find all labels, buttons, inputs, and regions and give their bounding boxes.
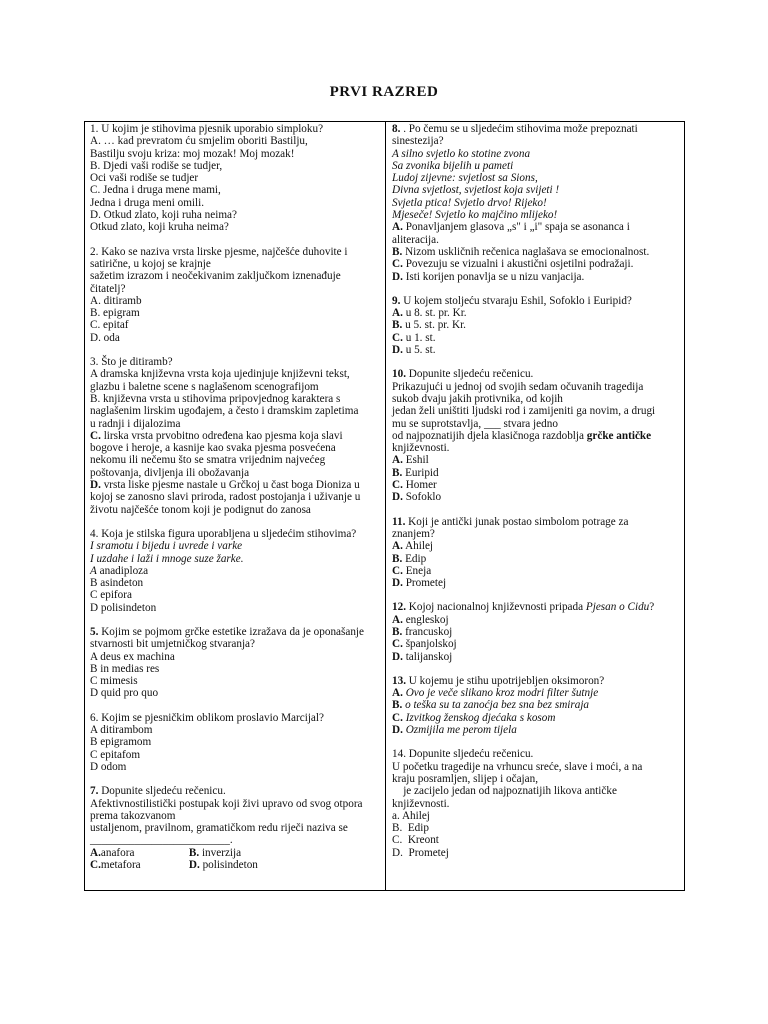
q3-option-c <box>90 430 381 442</box>
q13-option-text: Izvitkog ženskog djećaka s kosom <box>402 711 556 724</box>
q14-line: a. Ahilej <box>392 809 430 822</box>
q2-line: čitatelj? <box>90 282 126 295</box>
q10-line: mu se suprotstavlja, ___ stvara jedno <box>392 417 558 430</box>
q11-option <box>392 553 680 565</box>
q9-option <box>392 344 680 356</box>
page-title: PRVI RAZRED <box>329 84 439 100</box>
q8-c-text: Povezuju se vizualni i akustični osjetilni podražaji. <box>402 258 634 271</box>
q1-line: Bastilju svoju kriza: moj mozak! Moj mozak! <box>90 147 295 160</box>
q10-question <box>392 368 680 380</box>
q8-d-text: Isti korijen ponavlja se u nizu vanjacija. <box>402 270 585 283</box>
q5-question <box>90 626 381 638</box>
q5-text: Kojim se pojmom grčke estetike izražava da je oponašanje <box>98 625 364 638</box>
q11-option <box>392 577 680 589</box>
question-10 <box>392 368 680 503</box>
q12-end: ? <box>649 601 655 614</box>
q14-line: kraju posramljen, slijep i očajan, <box>392 772 539 785</box>
q7-line: prema takozvanom <box>90 809 176 822</box>
q8-verse: Svjetla ptica! Svjetlo drvo! Rijeko! <box>392 196 547 209</box>
left-column <box>85 122 386 890</box>
q3-line: 3. Što je ditiramb? <box>90 356 173 369</box>
q9-option-letter: C. <box>392 331 403 344</box>
q2-line: D. oda <box>90 331 120 344</box>
q9-option <box>392 332 680 344</box>
q2-line: C. epitaf <box>90 319 129 332</box>
q13-option-text: o teška su ta zanoćja bez sna bez smiraja <box>402 699 590 712</box>
question-5 <box>90 626 381 700</box>
q3-c-letter: C. <box>90 429 101 442</box>
q13-option-letter: A. <box>392 687 403 700</box>
q1-line: A. … kad prevratom ću smjelim oboriti Bastilju, <box>90 135 308 148</box>
question-13 <box>392 675 680 736</box>
q4-verse: I uzdahe i laži i mnoge suze žarke. <box>90 552 244 565</box>
q11-option-text: Prometej <box>402 577 447 590</box>
q8-line: aliteracija. <box>392 233 439 246</box>
q4-option-a <box>90 565 381 577</box>
q7-c-text: metafora <box>100 859 141 872</box>
q10-text: Dopunite sljedeću rečenicu. <box>405 368 534 381</box>
q9-text: U kojem stoljeću stvaraju Eshil, Sofoklo i Euripid? <box>400 294 632 307</box>
q9-option <box>392 319 680 331</box>
q11-option-text: Eneja <box>402 564 432 577</box>
q3-line: bogove i heroje, a kasnije kao svaka pjesma posvećena <box>90 442 336 455</box>
q9-option-text: u 8. st. pr. Kr. <box>402 307 467 320</box>
q11-option-text: Ahilej <box>402 540 434 553</box>
q12-option-letter: A. <box>392 613 403 626</box>
q11-line: znanjem? <box>392 527 435 540</box>
q13-question <box>392 675 680 687</box>
q12-option-letter: C. <box>392 638 403 651</box>
q5-line: C mimesis <box>90 675 138 688</box>
q8-line: sinestezija? <box>392 135 444 148</box>
q13-option-text: Ovo je veče slikano kroz modri filter šutnje <box>402 687 599 700</box>
q7-number: 7. <box>90 785 99 798</box>
q11-option-letter: A. <box>392 540 403 553</box>
q7-d-text: polisindeton <box>199 859 258 872</box>
q4-verse: I sramotu i bijedu i uvrede i varke <box>90 540 243 553</box>
questions-table <box>84 121 685 891</box>
q3-line: B. književna vrsta u stihovima pripovjednog karaktera s <box>90 392 341 405</box>
q7-b-letter: B. <box>188 846 200 859</box>
q12-option-text: talijanskoj <box>402 650 453 663</box>
q9-number: 9. <box>392 294 401 307</box>
q3-option-d <box>90 479 381 491</box>
q8-verse: Divna svjetlost, svjetlost koja svijeti ! <box>392 184 560 197</box>
q13-option <box>392 687 680 699</box>
question-2 <box>90 246 381 344</box>
q8-verse: Ludoj zijevne: svjetlost sa Sions, <box>392 172 538 185</box>
q11-option-letter: B. <box>392 552 403 565</box>
q7-options-row-1 <box>90 847 381 859</box>
q5-line: B in medias res <box>90 662 160 675</box>
q8-option-d <box>392 271 680 283</box>
q3-line: životu najčešće tonom koji je podignut do zanosa <box>90 503 311 516</box>
q7-d-letter: D. <box>188 859 200 872</box>
q13-option-letter: D. <box>392 724 403 737</box>
q1-line: D. Otkud zlato, koji ruha neima? <box>90 209 237 222</box>
question-4 <box>90 528 381 614</box>
q7-a-letter: A. <box>90 846 101 859</box>
q14-line: je zacijelo jedan od najpoznatijih likova antičke <box>392 785 617 798</box>
question-11 <box>392 516 680 590</box>
q9-option-letter: A. <box>392 307 403 320</box>
q3-d-letter: D. <box>90 479 101 492</box>
q12-option-text: engleskoj <box>402 613 449 626</box>
q7-line: Afektivnostilistički postupak koji živi upravo od svog otpora <box>90 797 363 810</box>
q8-text: . Po čemu se u sljedećim stihovima može prepoznati <box>400 123 638 135</box>
q10-option <box>392 467 680 479</box>
q14-line: B. Edip <box>392 822 429 835</box>
q12-question <box>392 601 680 613</box>
q12-option <box>392 614 680 626</box>
q10-option <box>392 454 680 466</box>
q1-line: Jedna i druga meni omili. <box>90 196 205 209</box>
q12-number: 12. <box>392 601 406 614</box>
q4-option: B asindeton <box>90 577 144 590</box>
q4-a-text: anadiploza <box>96 564 149 577</box>
q12-option-letter: D. <box>392 650 403 663</box>
q12-work-title: Pjesan o Cidu <box>585 601 650 614</box>
q3-line: naglašenim lirskim ugođajem, a često i dramskim zapletima <box>90 405 359 418</box>
q9-option-text: u 5. st. <box>402 344 436 357</box>
q13-option <box>392 699 680 711</box>
question-14 <box>392 748 680 859</box>
q7-text: Dopunite sljedeću rečenicu. <box>98 785 226 798</box>
q7-c-letter: C. <box>90 859 101 872</box>
q8-d-letter: D. <box>392 270 403 283</box>
q10-line <box>392 430 680 442</box>
q3-c-text: lirska vrsta prvobitno određena kao pjesma koja slavi <box>100 429 343 442</box>
q3-line: nekomu ili nečemu što se smatra vrijednim najvećeg <box>90 454 326 467</box>
question-9 <box>392 295 680 356</box>
question-12 <box>392 601 680 662</box>
q8-verse: Sa zvonika bijelih u pameti <box>392 159 514 172</box>
q10-option-text: Euripid <box>402 466 439 479</box>
q8-option-a <box>392 221 680 233</box>
q3-line: glazbu i baletne scene s naglašenom scenografijom <box>90 380 319 393</box>
q8-number: 8. <box>392 123 401 135</box>
q7-b-text: inverzija <box>199 846 242 859</box>
q3-line: u radnji i dijalozima <box>90 417 181 430</box>
q11-number: 11. <box>392 515 406 528</box>
q3-line: poštovanja, divljenja ili obožavanja <box>90 466 250 479</box>
q5-line: A deus ex machina <box>90 650 175 663</box>
q12-option-letter: B. <box>392 625 403 638</box>
q13-number: 13. <box>392 674 406 687</box>
q1-line: 1. U kojim je stihovima pjesnik uporabio simploku? <box>90 123 324 135</box>
q10-line-part: od najpoznatijih djela klasičnoga razdoblja <box>392 429 587 442</box>
q13-option-letter: C. <box>392 711 403 724</box>
q14-line: C. Kreont <box>392 834 439 847</box>
q8-b-letter: B. <box>392 245 403 258</box>
q10-line: sukob dvaju jakih protivnika, od kojih <box>392 392 563 405</box>
q9-question <box>392 295 680 307</box>
q10-number: 10. <box>392 368 406 381</box>
q9-option-text: u 1. st. <box>402 331 436 344</box>
q1-line: Oci vaši rodiše se tudjer <box>90 172 199 185</box>
q3-line: A dramska književna vrsta koja ujedinjuje književni tekst, <box>90 368 350 381</box>
q11-text: Koji je antički junak postao simbolom potrage za <box>405 515 629 528</box>
q12-option <box>392 651 680 663</box>
q4-option: D polisindeton <box>90 601 157 614</box>
q6-line: 6. Kojim se pjesničkim oblikom proslavio Marcijal? <box>90 711 324 724</box>
q7-line: ustaljenom, pravilnom, gramatičkom redu riječi naziva se <box>90 822 348 835</box>
q10-line: Prikazujući u jednoj od svojih sedam očuvanih tragedija <box>392 380 644 393</box>
q10-option-letter: A. <box>392 454 403 467</box>
q6-line: C epitafom <box>90 748 141 761</box>
q11-option-letter: C. <box>392 564 403 577</box>
q8-c-letter: C. <box>392 258 403 271</box>
q4-a-letter: A <box>90 564 97 577</box>
q10-line-bold: grčke antičke <box>586 429 652 442</box>
q5-line: stvarnosti bit umjetničkog stvaranja? <box>90 638 255 651</box>
q8-question <box>392 123 680 135</box>
q9-option-letter: B. <box>392 319 403 332</box>
q10-option-letter: B. <box>392 466 403 479</box>
q10-option <box>392 479 680 491</box>
q9-option-text: u 5. st. pr. Kr. <box>402 319 466 332</box>
q8-b-text: Nizom uskličnih rečenica naglašava se emocionalnost. <box>402 245 650 258</box>
q2-line: satirične, u kojoj se krajnje <box>90 257 211 270</box>
q10-line: književnosti. <box>392 442 450 455</box>
q2-line: sažetim izrazom i neočekivanim zaključkom iznenađuje <box>90 270 341 283</box>
question-6 <box>90 712 381 773</box>
q1-line: Otkud zlato, koji kruha neima? <box>90 221 229 234</box>
q8-a-text: Ponavljanjem glasova „s" i „i" spaja se asonanca i <box>402 221 630 234</box>
q5-line: D quid pro quo <box>90 687 159 700</box>
q2-line: 2. Kako se naziva vrsta lirske pjesme, najčešće duhovite i <box>90 245 348 258</box>
q14-line: 14. Dopunite sljedeću rečenicu. <box>392 748 534 761</box>
q14-line: D. Prometej <box>392 846 449 859</box>
question-7 <box>90 785 381 871</box>
q12-text: Kojoj nacionalnoj književnosti pripada <box>405 601 586 614</box>
q4-question: 4. Koja je stilska figura uporabljena u sljedećim stihovima? <box>90 527 357 540</box>
q9-option <box>392 307 680 319</box>
q8-verse: A silno svjetlo ko stotine zvona <box>392 147 531 160</box>
q8-option-b <box>392 246 680 258</box>
q13-text: U kojemu je stihu upotrijebljen oksimoron? <box>405 674 605 687</box>
q10-line: jedan želi uništiti ljudski rod i zamijeniti ga novim, a drugi <box>392 405 656 418</box>
q7-a-text: anafora <box>100 846 135 859</box>
q2-line: B. epigram <box>90 307 140 320</box>
q14-line: U početku tragedije na vrhuncu sreće, slave i moći, a na <box>392 760 643 773</box>
q2-line: A. ditiramb <box>90 294 142 307</box>
q8-option-c <box>392 258 680 270</box>
q11-option-letter: D. <box>392 577 403 590</box>
q4-option: C epifora <box>90 589 132 602</box>
q7-question <box>90 785 381 797</box>
q6-line: D odom <box>90 760 127 773</box>
q7-options-row-2 <box>90 859 381 871</box>
q10-option-text: Eshil <box>402 454 429 467</box>
q11-question <box>392 516 680 528</box>
q9-option-letter: D. <box>392 344 403 357</box>
q10-option-letter: D. <box>392 491 403 504</box>
question-8 <box>392 123 680 283</box>
q5-number: 5. <box>90 625 99 638</box>
q13-option <box>392 724 680 736</box>
q12-option-text: francuskoj <box>402 625 453 638</box>
q11-option <box>392 540 680 552</box>
q12-option-text: španjolskoj <box>402 638 457 651</box>
q6-line: B epigramom <box>90 736 152 749</box>
question-1 <box>90 123 381 234</box>
q6-line: A ditirambom <box>90 724 153 737</box>
q14-line: književnosti. <box>392 797 450 810</box>
q8-a-letter: A. <box>392 221 403 234</box>
right-column <box>386 122 684 890</box>
q10-option-letter: C. <box>392 479 403 492</box>
q10-option-text: Homer <box>402 479 437 492</box>
q11-option <box>392 565 680 577</box>
q7-blank: _________________________. <box>90 834 233 847</box>
q13-option-letter: B. <box>392 699 403 712</box>
q12-option <box>392 638 680 650</box>
q11-option-text: Edip <box>402 552 427 565</box>
q13-option-text: Ozmijila me perom tijela <box>402 724 517 737</box>
q13-option <box>392 712 680 724</box>
q1-line: B. Djedi vaši rodiše se tudjer, <box>90 159 223 172</box>
q8-verse: Mjeseče! Svjetlo ko majčino mlijeko! <box>392 209 558 222</box>
q1-line: C. Jedna i druga mene mami, <box>90 184 221 197</box>
q12-option <box>392 626 680 638</box>
q3-d-text: vrsta liske pjesme nastale u Grčkoj u čast boga Dioniza u <box>100 479 360 492</box>
q10-option <box>392 491 680 503</box>
q3-line: kojoj se zanosno slavi priroda, radost postojanja i uživanje u <box>90 491 361 504</box>
q10-option-text: Sofoklo <box>402 491 442 504</box>
question-3 <box>90 356 381 516</box>
